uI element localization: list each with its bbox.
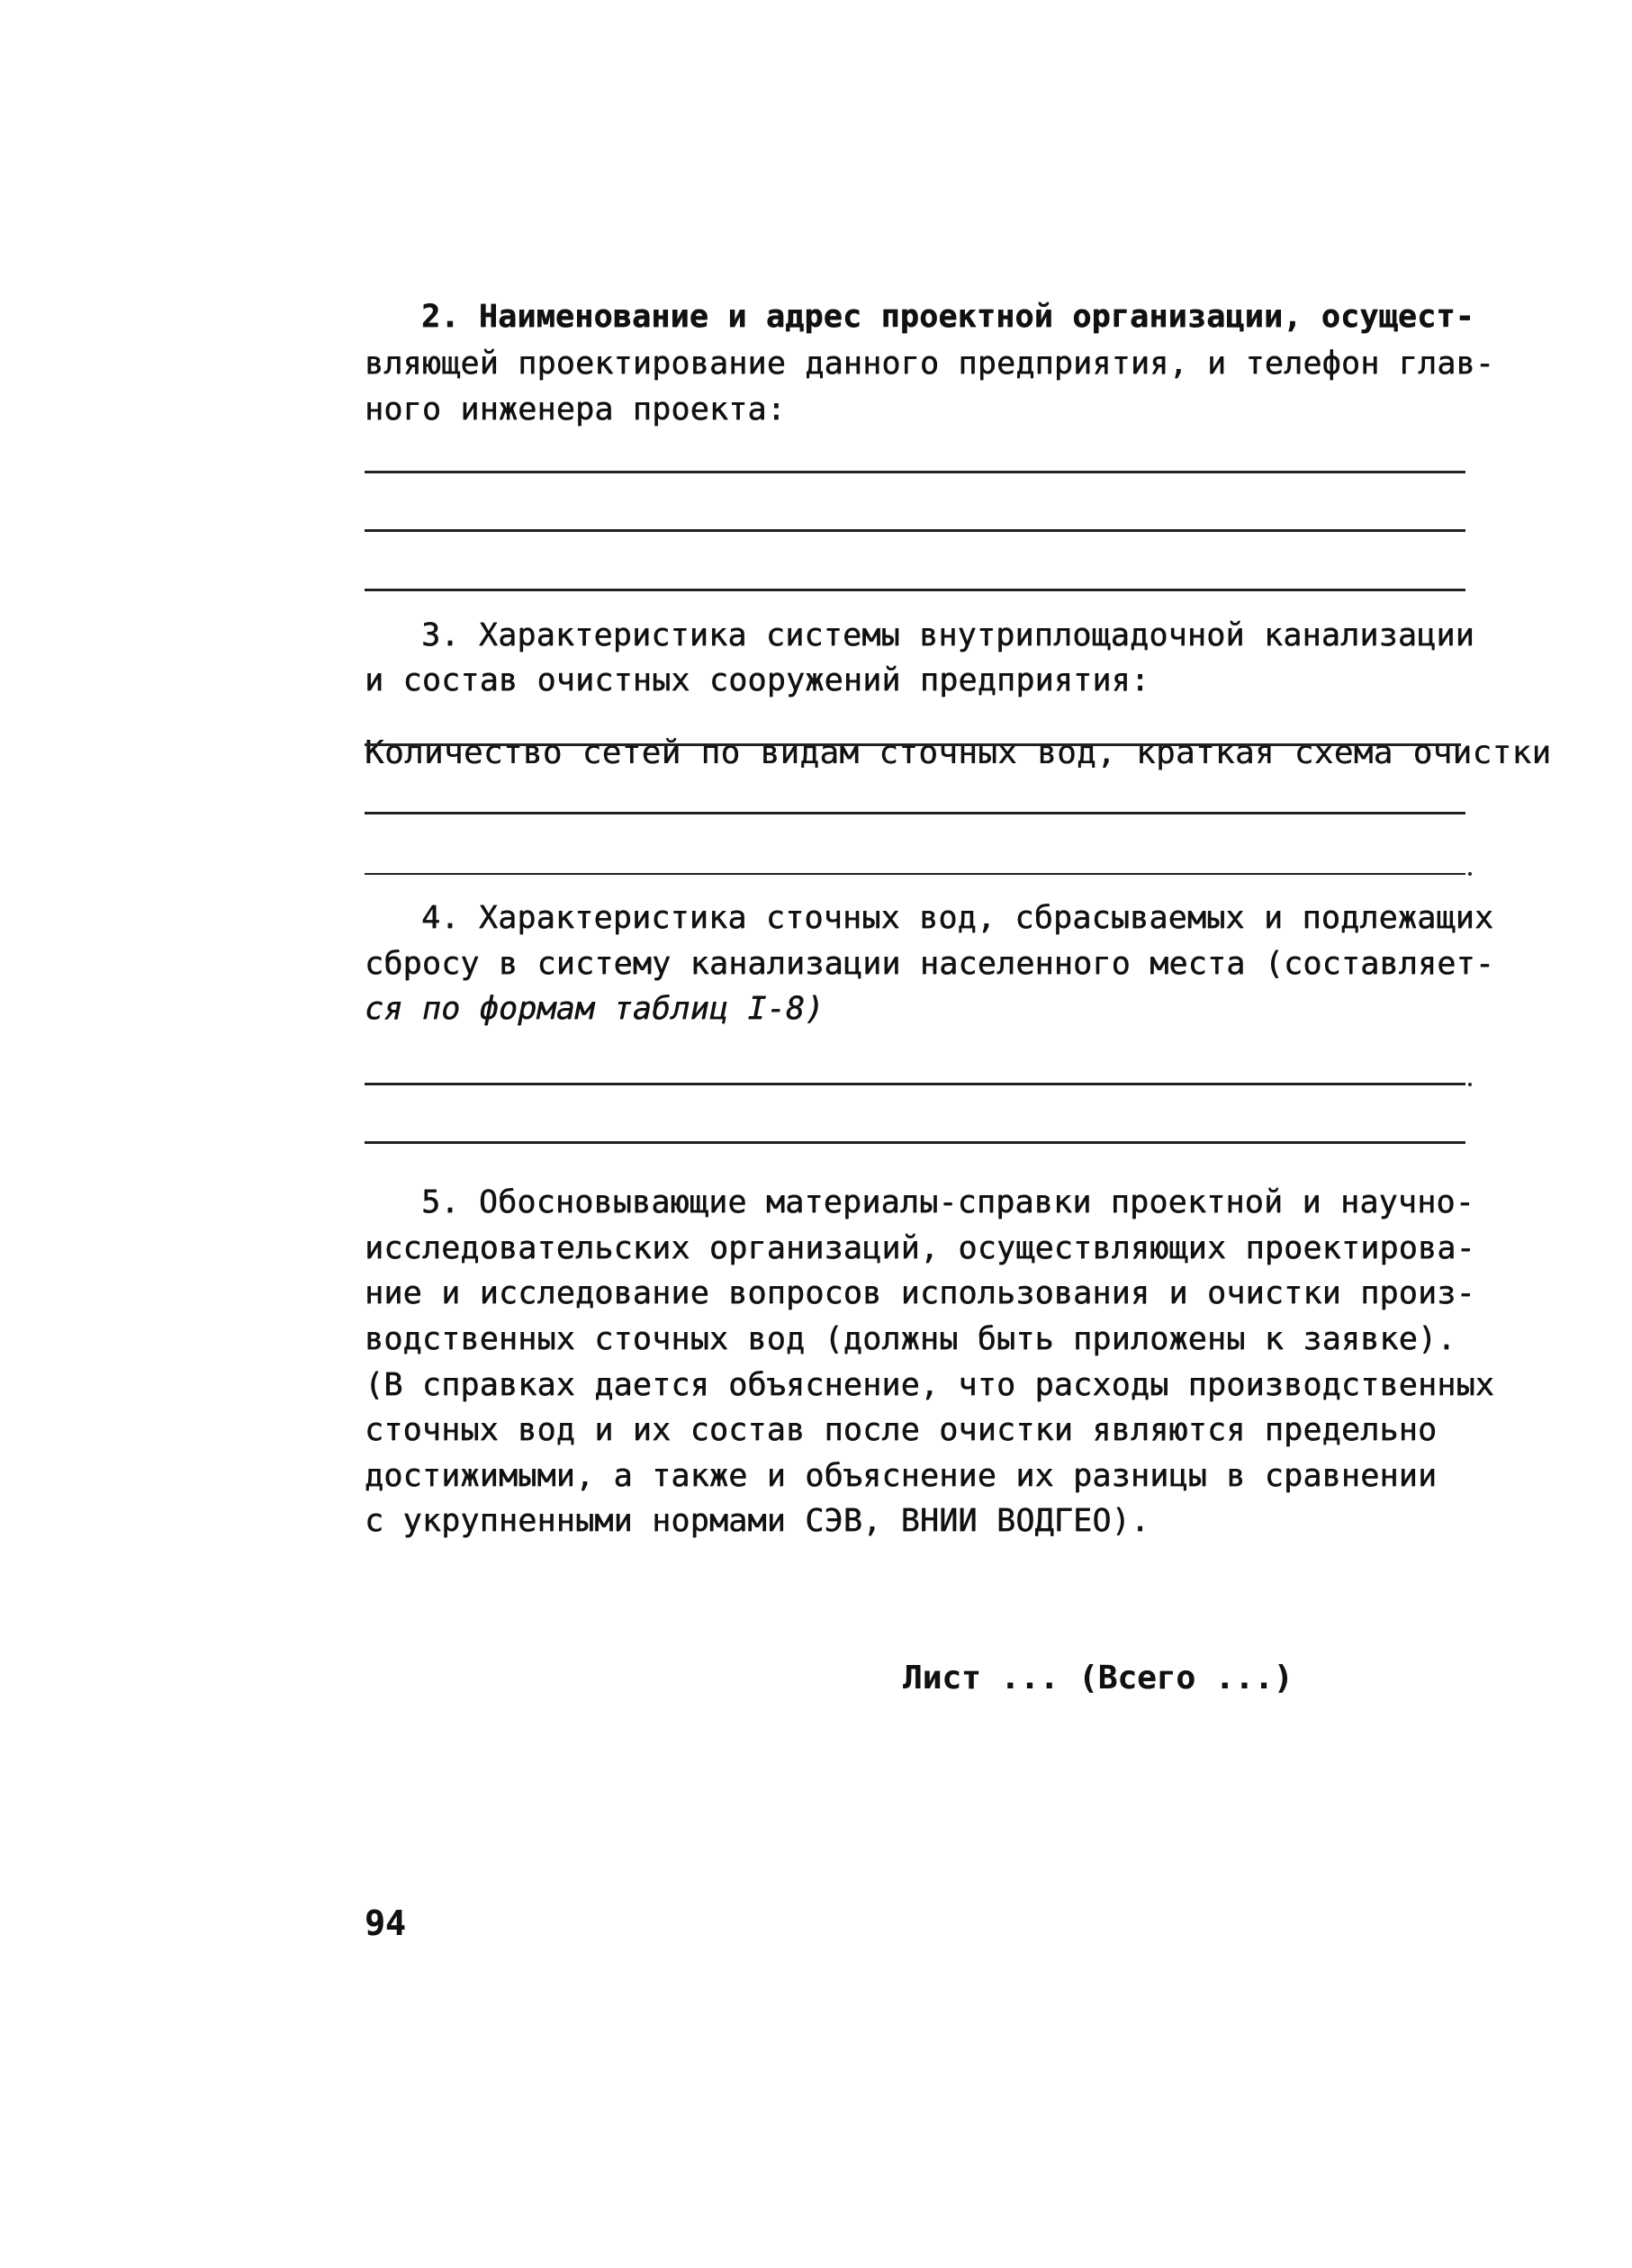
section-2-fill-line-2	[365, 529, 1465, 532]
section-3-fill-line-1	[365, 743, 1461, 746]
section-5-line-1: 5. Обосновывающие материалы-справки проектной и научно-	[421, 1184, 1474, 1220]
section-4-line-1: 4. Характеристика сточных вод, сбрасываемых и подлежащих	[421, 900, 1494, 936]
section-5-line-5: (В справках дается объяснение, что расходы производственных	[365, 1367, 1495, 1403]
section-3-fill-line-2	[365, 812, 1465, 814]
section-5-line-2: исследовательских организаций, осуществляющих проектирова-	[365, 1230, 1475, 1266]
section-5-line-7: достижимыми, а также и объяснение их разницы в сравнении	[365, 1458, 1438, 1494]
section-5-line-6: сточных вод и их состав после очистки являются предельно	[365, 1412, 1438, 1448]
page-number: 94	[365, 1904, 406, 1943]
section-4-line-3: ся по формам таблиц I-8)	[365, 991, 825, 1027]
section-5-line-8: с укрупненными нормами СЭВ, ВНИИ ВОДГЕО).	[365, 1503, 1150, 1539]
section-3-fill-line-3	[365, 873, 1465, 875]
section-4-fill-line-1	[365, 1083, 1465, 1085]
section-5-line-4: водственных сточных вод (должны быть приложены к заявке).	[365, 1321, 1456, 1357]
sheet-note: Лист ... (Всего ...)	[903, 1660, 1294, 1696]
section-4-fill-line-2	[365, 1141, 1465, 1144]
section-2-fill-line-1	[365, 471, 1465, 473]
section-3-line-1: 3. Характеристика системы внутриплощадочной канализации	[421, 617, 1474, 653]
section-2-line-1: 2. Наименование и адрес проектной организации, осущест-	[421, 299, 1474, 335]
section-2-line-2: вляющей проектирование данного предприятия, и телефон глав-	[365, 346, 1495, 382]
section-2-line-3: ного инженера проекта:	[365, 392, 786, 428]
section-3-underline-text: Количество сетей по видам сточных вод, краткая схема очистки	[365, 734, 1552, 771]
section-2-fill-line-3	[365, 589, 1465, 591]
section-5-line-3: ние и исследование вопросов использования и очистки произ-	[365, 1275, 1475, 1311]
section-3-line-2: и состав очистных сооружений предприятия:	[365, 662, 1150, 698]
section-4-line-2: сбросу в систему канализации населенного места (составляет-	[365, 946, 1495, 982]
